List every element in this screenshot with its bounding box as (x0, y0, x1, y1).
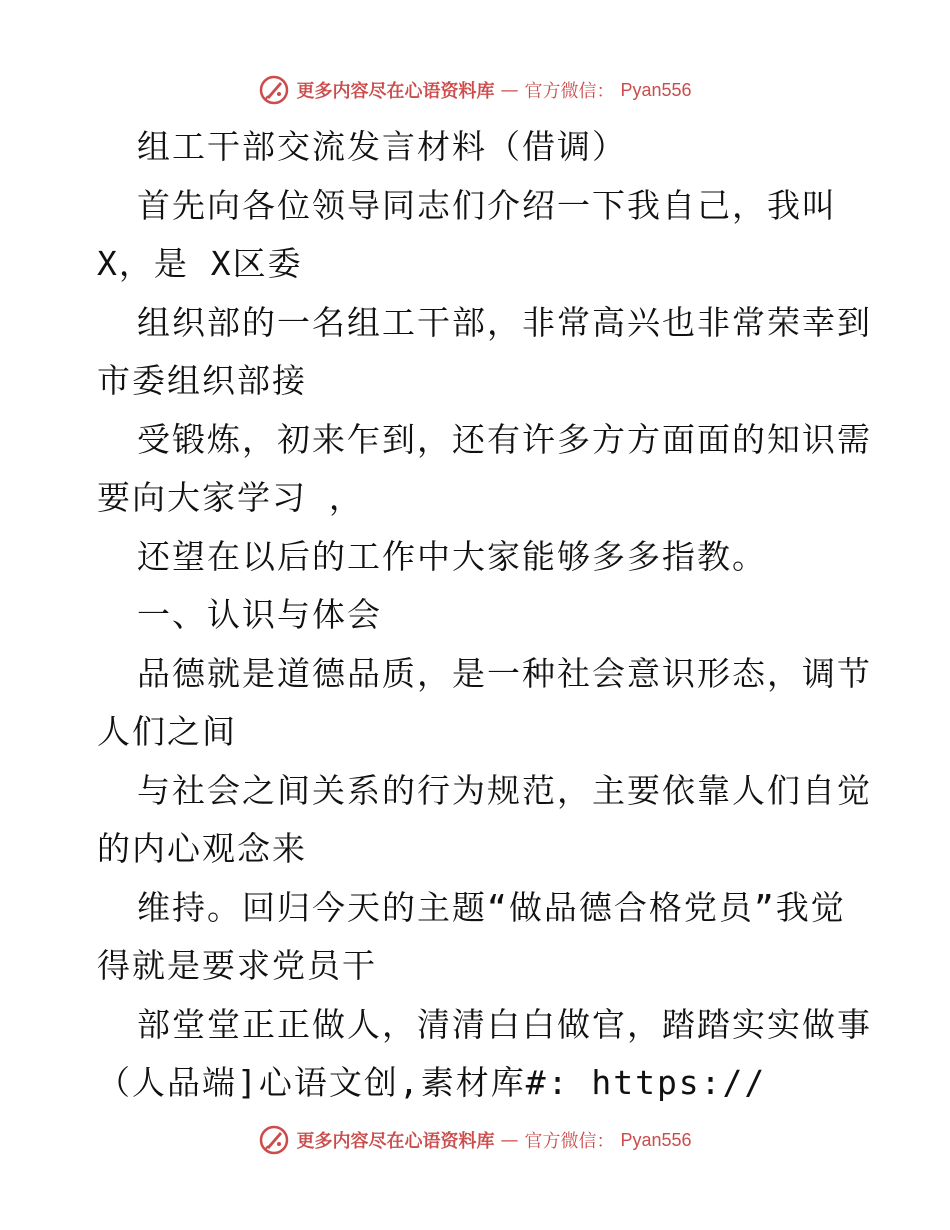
watermark-text: 更多内容尽在心语资料库 (296, 81, 495, 102)
watermark-text: 更多内容尽在心语资料库 (296, 1131, 495, 1152)
document-title: 组工干部交流发言材料（借调） (137, 127, 627, 166)
quill-pen-logo-icon (258, 74, 290, 106)
watermark-dash: — (500, 79, 519, 101)
text-line: 品德就是道德品质，是一种社会意识形态，调节 (137, 653, 872, 693)
text-line: 组织部的一名组工干部，非常高兴也非常荣幸到 (137, 302, 872, 342)
text-line: 市委组织部接 (97, 361, 307, 400)
watermark-official-label: 官方微信： (524, 81, 615, 102)
text-line: X，是 X区委 (97, 244, 303, 283)
text-line: 还望在以后的工作中大家能够多多指教。 (137, 536, 767, 576)
quill-pen-logo-icon (258, 1124, 290, 1156)
text-line: 与社会之间关系的行为规范，主要依靠人们自觉 (137, 770, 872, 810)
text-line: 要向大家学习 ， (97, 478, 364, 517)
header-watermark (0, 70, 950, 110)
document-body (97, 118, 872, 1113)
text-line: 首先向各位领导同志们介绍一下我自己，我叫 (137, 185, 837, 225)
text-line: 部堂堂正正做人，清清白白做官，踏踏实实做事 (137, 1004, 872, 1044)
watermark-dash: — (500, 1129, 519, 1151)
text-line: （人品端]心语文创,素材库#: https:// (97, 1063, 767, 1102)
text-line: 人们之间 (97, 712, 237, 751)
footer-watermark (0, 1120, 950, 1160)
watermark-official-label: 官方微信： (524, 1131, 615, 1152)
watermark-account: Pyan556 (620, 79, 692, 100)
watermark-account: Pyan556 (620, 1129, 692, 1150)
text-line: 维持。回归今天的主题“做品德合格党员”我觉 (137, 887, 846, 927)
text-line: 的内心观念来 (97, 829, 307, 868)
section-heading: 一、认识与体会 (137, 595, 382, 634)
text-line: 得就是要求党员干 (97, 946, 377, 985)
text-line: 受锻炼，初来乍到，还有许多方方面面的知识需 (137, 419, 872, 459)
